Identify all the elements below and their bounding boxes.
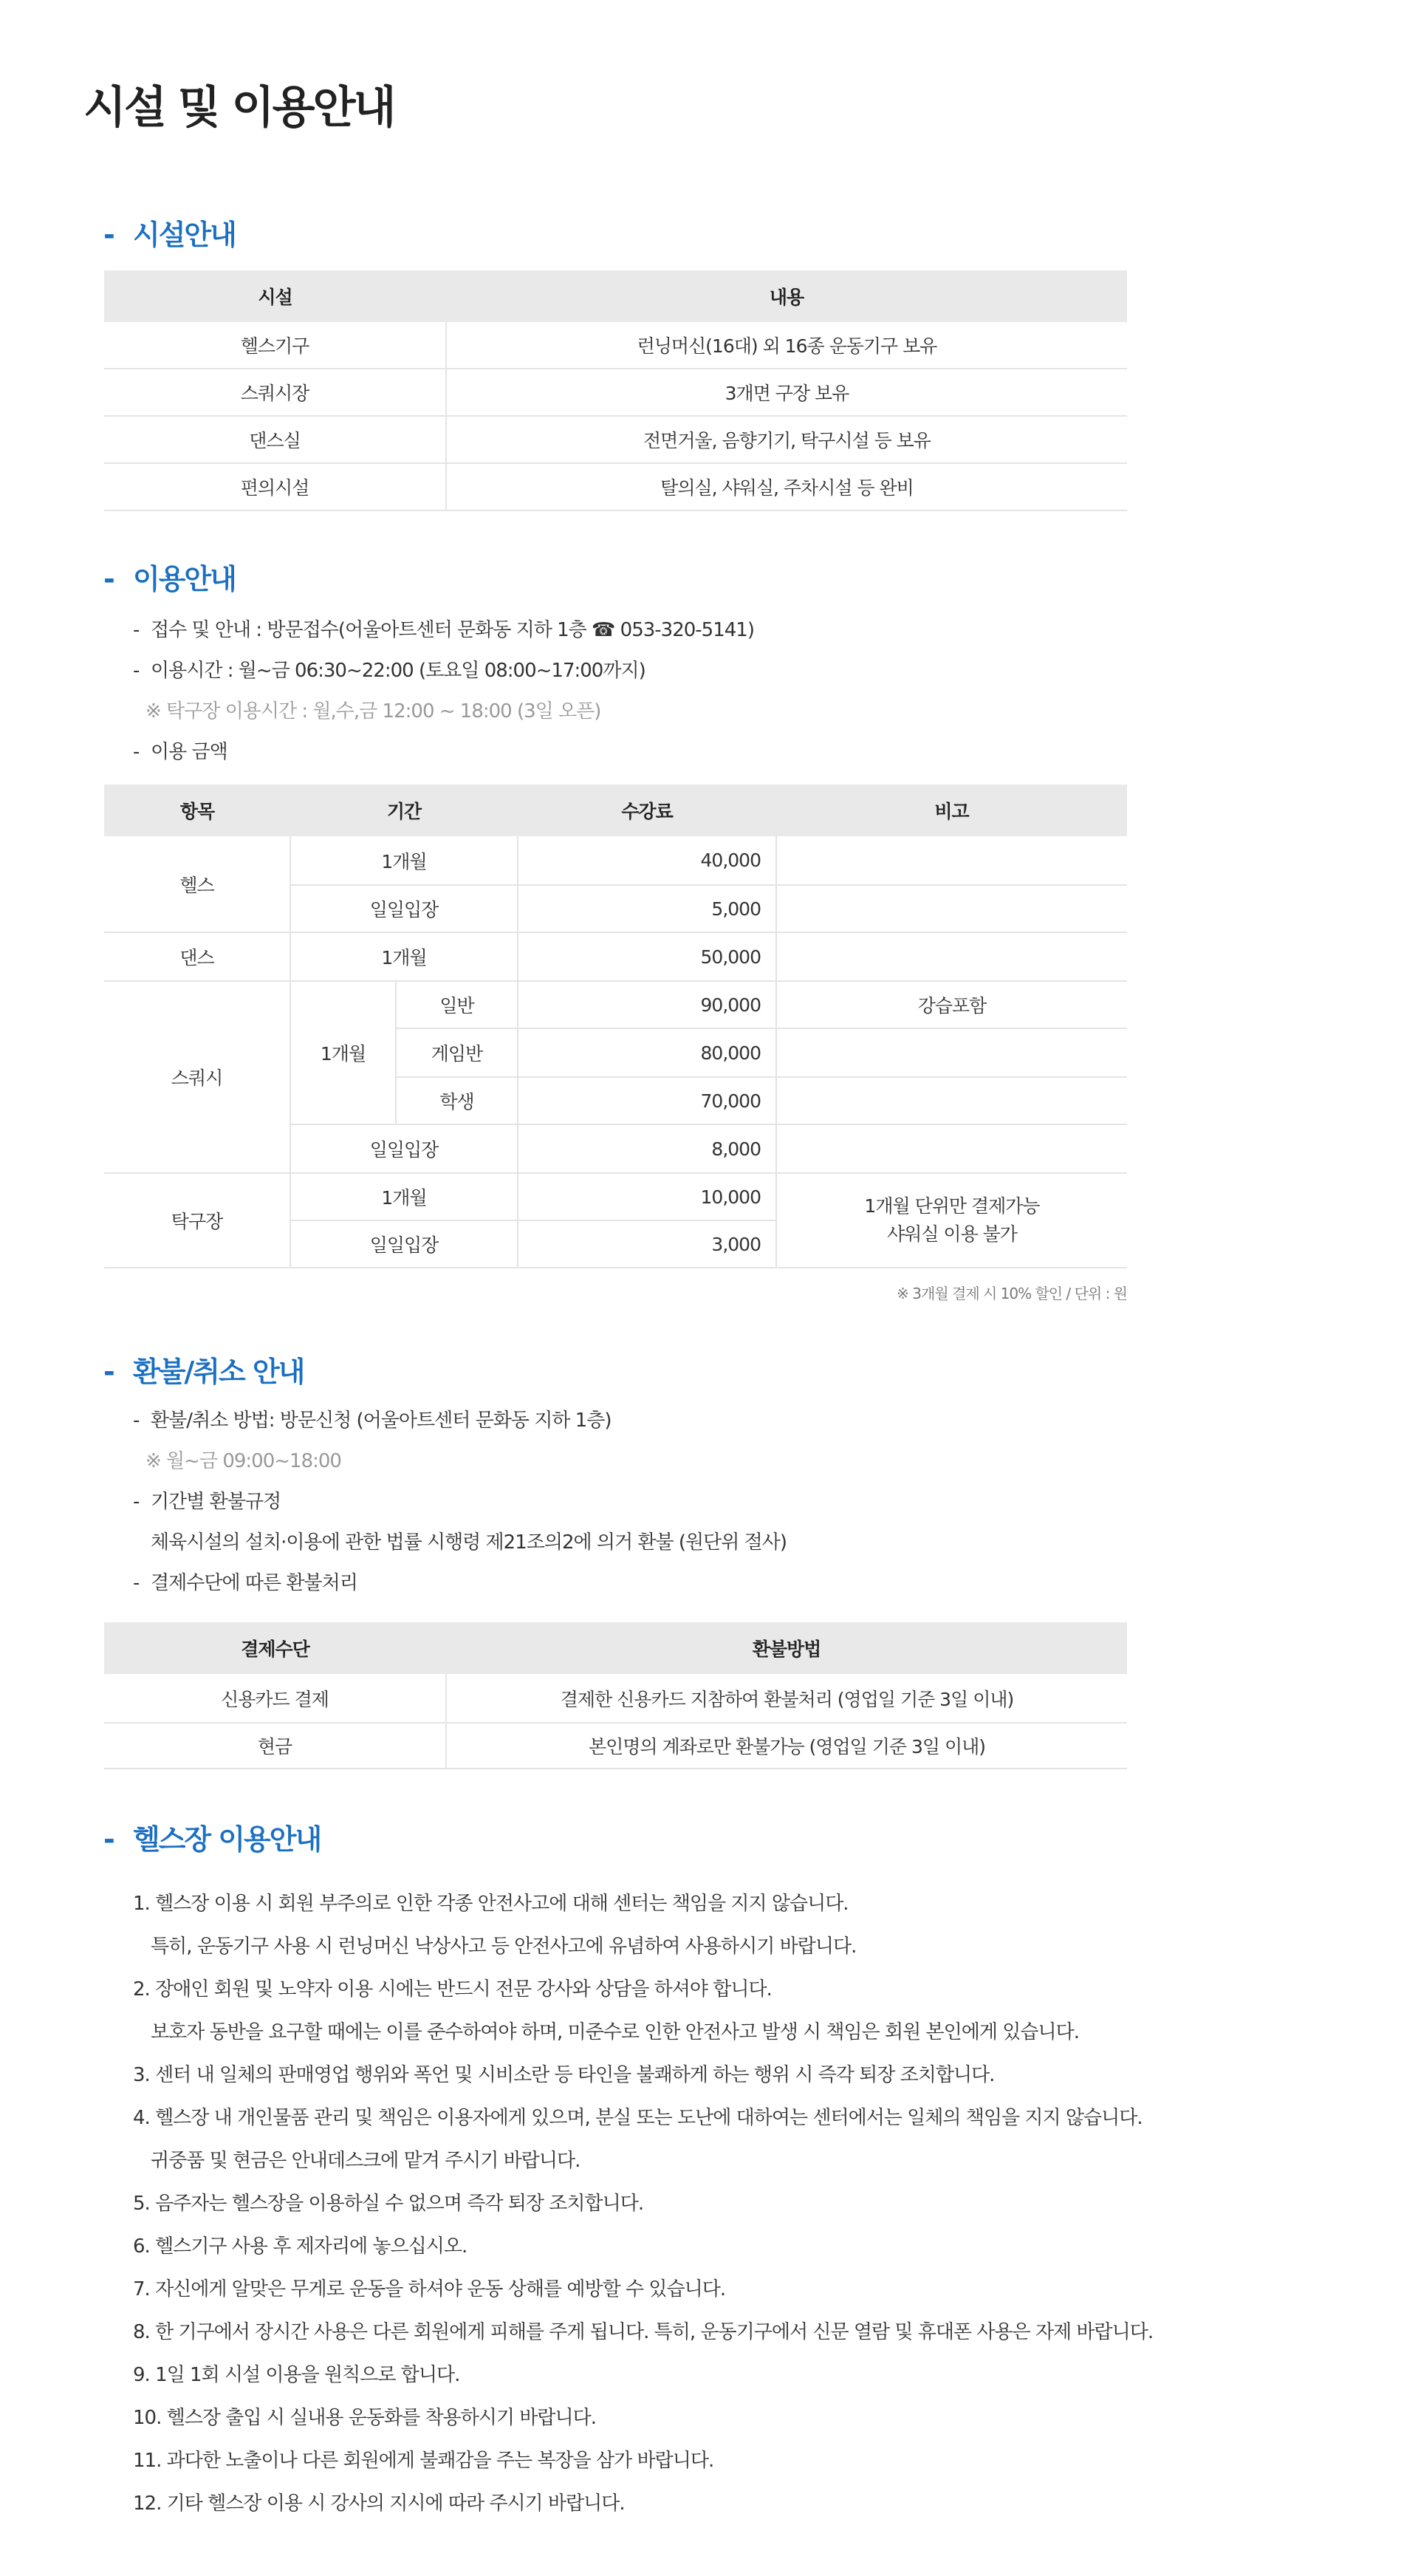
table-row — [104, 416, 1127, 463]
period-cell: 일일입장 — [290, 885, 518, 932]
section-heading-facility — [103, 213, 236, 257]
item-cell: 탁구장 — [104, 1173, 290, 1268]
refund-table — [104, 1622, 1127, 1769]
payment-method: 신용카드 결제 — [104, 1674, 446, 1723]
refund-method: 결제한 신용카드 지참하여 환불처리 (영업일 기준 3일 이내) — [446, 1674, 1127, 1723]
rule-item: 8. 한 기구에서 장시간 사용은 다른 회원에게 피해를 주게 됩니다. 특히, 운동기구에서 신문 열람 및 휴대폰 사용은 자제 바랍니다. — [133, 2321, 1154, 2343]
info-text: 환불/취소 방법: 방문신청 (어울아트센터 문화동 지하 1층) — [151, 1410, 612, 1432]
item-cell: 헬스 — [104, 836, 290, 932]
subtype-cell: 학생 — [396, 1077, 518, 1124]
info-text: 체육시설의 설치·이용에 관한 법률 시행령 제21조의2에 의거 환불 (원단위 절사) — [151, 1531, 787, 1554]
rule-item: 10. 헬스장 출입 시 실내용 운동화를 착용하시기 바랍니다. — [133, 2407, 597, 2429]
column-header: 항목 — [104, 785, 290, 836]
rule-item-continued: 특히, 운동기구 사용 시 런닝머신 낙상사고 등 안전사고에 유념하여 사용하시기 바랍니다. — [151, 1936, 857, 1958]
info-line: - 기간별 환불규정 — [133, 1491, 281, 1513]
rule-item: 9. 1일 1회 시설 이용을 원칙으로 합니다. — [133, 2364, 460, 2386]
note-cell — [776, 1028, 1127, 1077]
facility-name: 댄스실 — [104, 416, 446, 463]
fee-cell: 90,000 — [518, 981, 776, 1028]
section-heading-label: 헬스장 이용안내 — [133, 1823, 321, 1856]
fee-footnote: ※ 3개월 결제 시 10% 할인 / 단위 : 원 — [897, 1285, 1127, 1302]
note-line: 1개월 단위만 결제가능 — [864, 1195, 1040, 1217]
fee-cell: 50,000 — [518, 932, 776, 981]
table-header-row — [104, 1622, 1127, 1674]
fee-cell: 70,000 — [518, 1077, 776, 1124]
subtype-cell: 일반 — [396, 981, 518, 1028]
facility-desc: 3개면 구장 보유 — [446, 369, 1127, 416]
fee-cell: 10,000 — [518, 1173, 776, 1220]
subtype-cell: 게임반 — [396, 1028, 518, 1077]
info-note: ※ 탁구장 이용시간 : 월,수,금 12:00 ~ 18:00 (3일 오픈) — [145, 700, 601, 722]
period-cell: 1개월 — [290, 932, 518, 981]
facility-desc: 런닝머신(16대) 외 16종 운동기구 보유 — [446, 322, 1127, 369]
rule-item: 3. 센터 내 일체의 판매영업 행위와 폭언 및 시비소란 등 타인을 불쾌하게 하는 행위 시 즉각 퇴장 조치합니다. — [133, 2064, 995, 2086]
fee-cell: 3,000 — [518, 1220, 776, 1268]
period-cell: 일일입장 — [290, 1124, 518, 1173]
facility-name: 편의시설 — [104, 463, 446, 510]
fee-cell: 80,000 — [518, 1028, 776, 1077]
section-heading-label: 환불/취소 안내 — [133, 1356, 304, 1388]
table-row — [104, 369, 1127, 416]
info-text: 이용시간 : 월~금 06:30~22:00 (토요일 08:00~17:00까지) — [151, 660, 645, 682]
fee-cell: 8,000 — [518, 1124, 776, 1173]
column-header: 시설 — [104, 270, 446, 322]
gym-rules-list — [133, 1882, 1153, 2525]
facility-table — [104, 270, 1127, 511]
info-text: 이용 금액 — [151, 741, 227, 763]
payment-method: 현금 — [104, 1723, 446, 1769]
section-heading-label: 이용안내 — [133, 563, 236, 595]
table-header-row — [104, 270, 1127, 322]
info-note: ※ 월~금 09:00~18:00 — [145, 1450, 341, 1472]
table-row — [104, 981, 1127, 1028]
facility-name: 스쿼시장 — [104, 369, 446, 416]
page-title: 시설 및 이용안내 — [83, 82, 394, 134]
info-line: - 이용시간 : 월~금 06:30~22:00 (토요일 08:00~17:00까지) — [133, 660, 645, 682]
column-header: 결제수단 — [104, 1622, 446, 1674]
period-cell: 일일입장 — [290, 1220, 518, 1268]
item-cell: 댄스 — [104, 932, 290, 981]
refund-method: 본인명의 계좌로만 환불가능 (영업일 기준 3일 이내) — [446, 1723, 1127, 1769]
period-cell: 1개월 — [290, 981, 396, 1124]
table-row — [104, 932, 1127, 981]
rule-item: 2. 장애인 회원 및 노약자 이용 시에는 반드시 전문 강사와 상담을 하셔야 합니다. — [133, 1978, 772, 2001]
fee-cell: 40,000 — [518, 836, 776, 885]
info-text: 기간별 환불규정 — [151, 1491, 281, 1513]
rule-item: 7. 자신에게 알맞은 무게로 운동을 하셔야 운동 상해를 예방할 수 있습니다. — [133, 2278, 726, 2300]
info-line: - 환불/취소 방법: 방문신청 (어울아트센터 문화동 지하 1층) — [133, 1410, 612, 1432]
info-line: - 이용 금액 — [133, 741, 227, 763]
table-row — [104, 1173, 1127, 1220]
rule-item: 6. 헬스기구 사용 후 제자리에 놓으십시오. — [133, 2235, 467, 2258]
facility-desc: 전면거울, 음향기기, 탁구시설 등 보유 — [446, 416, 1127, 463]
info-line: - 결제수단에 따른 환불처리 — [133, 1572, 357, 1594]
rule-item: 5. 음주자는 헬스장을 이용하실 수 없으며 즉각 퇴장 조치합니다. — [133, 2193, 644, 2215]
note-cell — [776, 1077, 1127, 1124]
usage-info-list — [133, 610, 754, 773]
rule-item: 1. 헬스장 이용 시 회원 부주의로 인한 각종 안전사고에 대해 센터는 책임을 지지 않습니다. — [133, 1893, 849, 1915]
rule-item: 4. 헬스장 내 개인물품 관리 및 책임은 이용자에게 있으며, 분실 또는 도난에 대하여는 센터에서는 일체의 책임을 지지 않습니다. — [133, 2107, 1143, 2129]
note-cell — [776, 932, 1127, 981]
period-cell: 1개월 — [290, 836, 518, 885]
note-line: 샤워실 이용 불가 — [887, 1223, 1017, 1245]
period-cell: 1개월 — [290, 1173, 518, 1220]
rule-item: 11. 과다한 노출이나 다른 회원에게 불쾌감을 주는 복장을 삼가 바랍니다. — [133, 2450, 714, 2472]
table-row — [104, 463, 1127, 510]
section-heading-refund — [103, 1350, 304, 1394]
fee-table — [104, 785, 1127, 1268]
note-cell — [776, 1173, 1127, 1268]
item-cell: 스쿼시 — [104, 981, 290, 1173]
heading-dash: - — [103, 1823, 114, 1856]
section-heading-gym-rules — [103, 1817, 321, 1862]
column-header: 수강료 — [518, 785, 776, 836]
facility-desc: 탈의실, 샤워실, 주차시설 등 완비 — [446, 463, 1127, 510]
column-header: 내용 — [446, 270, 1127, 322]
heading-dash: - — [103, 563, 114, 595]
column-header: 비고 — [776, 785, 1127, 836]
fee-cell: 5,000 — [518, 885, 776, 932]
facility-name: 헬스기구 — [104, 322, 446, 369]
section-heading-label: 시설안내 — [133, 219, 236, 251]
table-row — [104, 836, 1127, 885]
column-header: 기간 — [290, 785, 518, 836]
note-cell — [776, 1124, 1127, 1173]
note-cell — [776, 836, 1127, 885]
heading-dash: - — [103, 1356, 114, 1388]
rule-item-continued: 보호자 동반을 요구할 때에는 이를 준수하여야 하며, 미준수로 인한 안전사고 발생 시 책임은 회원 본인에게 있습니다. — [151, 2021, 1079, 2043]
note-cell — [776, 885, 1127, 932]
column-header: 환불방법 — [446, 1622, 1127, 1674]
table-row — [104, 1674, 1127, 1723]
note-cell: 강습포함 — [776, 981, 1127, 1028]
refund-info-list — [133, 1401, 787, 1604]
heading-dash: - — [103, 219, 114, 251]
rule-item: 12. 기타 헬스장 이용 시 강사의 지시에 따라 주시기 바랍니다. — [133, 2493, 625, 2515]
info-text: 접수 및 안내 : 방문접수(어울아트센터 문화동 지하 1층 ☎ 053-320-5141) — [151, 619, 754, 641]
info-line: - 접수 및 안내 : 방문접수(어울아트센터 문화동 지하 1층 ☎ 053-320-5141) — [133, 619, 754, 641]
table-header-row — [104, 785, 1127, 836]
rule-item-continued: 귀중품 및 현금은 안내데스크에 맡겨 주시기 바랍니다. — [151, 2150, 580, 2172]
table-row — [104, 322, 1127, 369]
info-text: 결제수단에 따른 환불처리 — [151, 1572, 357, 1594]
table-row — [104, 1723, 1127, 1769]
section-heading-usage — [103, 557, 236, 601]
